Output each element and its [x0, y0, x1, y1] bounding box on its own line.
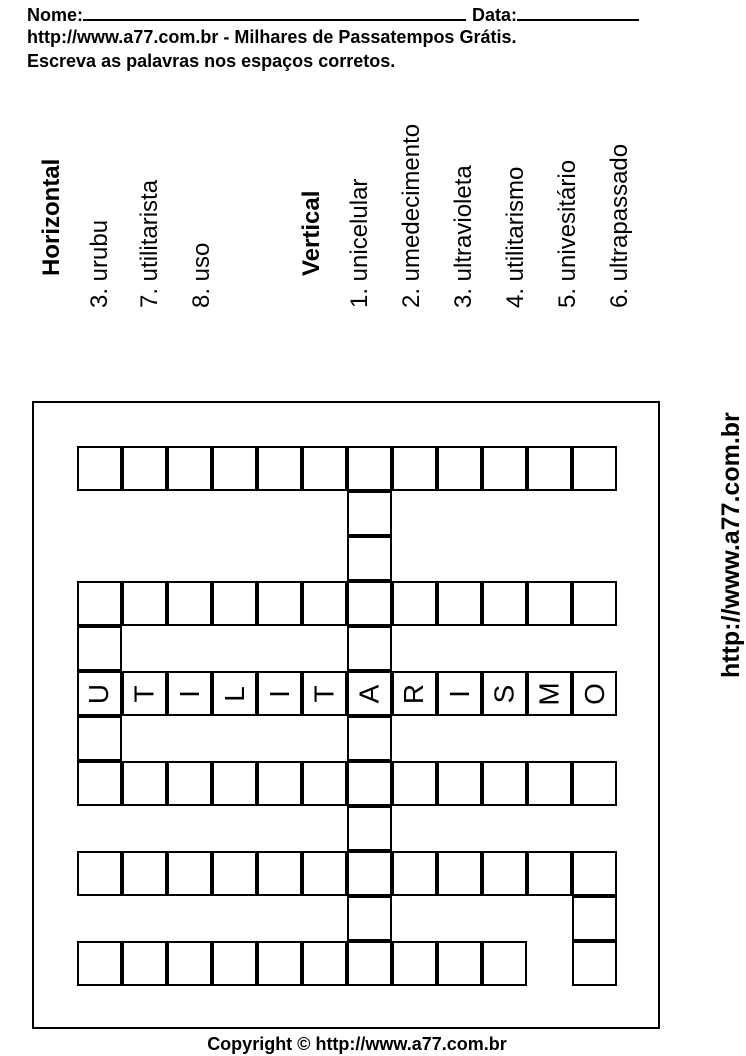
vertical-clue: 6. ultrapassado [606, 143, 633, 308]
cell-letter: R [398, 683, 430, 704]
cell-letter: T [128, 684, 160, 703]
grid-cell[interactable] [527, 581, 572, 626]
vertical-clue: 2. umedecimento [398, 123, 425, 308]
vertical-clue: 5. univesitário [554, 159, 581, 308]
grid-cell[interactable] [257, 446, 302, 491]
grid-cell[interactable] [77, 626, 122, 671]
vertical-clue: 3. ultravioleta [450, 165, 477, 308]
cell-letter: I [443, 689, 475, 698]
grid-cell[interactable] [212, 941, 257, 986]
grid-cell[interactable] [392, 851, 437, 896]
grid-cell[interactable] [257, 671, 302, 716]
grid-cell[interactable] [392, 446, 437, 491]
grid-cell[interactable] [302, 851, 347, 896]
grid-cell[interactable] [437, 851, 482, 896]
horizontal-title: Horizontal [38, 158, 65, 276]
grid-cell[interactable] [437, 581, 482, 626]
grid-cell[interactable] [122, 446, 167, 491]
grid-cell[interactable] [347, 716, 392, 761]
grid-cell[interactable] [167, 941, 212, 986]
grid-cell[interactable] [302, 671, 347, 716]
grid-cell[interactable] [572, 851, 617, 896]
grid-cell[interactable] [167, 761, 212, 806]
grid-cell[interactable] [212, 761, 257, 806]
site-line: http://www.a77.com.br - Milhares de Passatempos Grátis. [27, 27, 517, 47]
grid-cell[interactable] [77, 581, 122, 626]
grid-cell[interactable] [572, 581, 617, 626]
grid-cell[interactable] [77, 941, 122, 986]
vertical-title: Vertical [298, 190, 325, 276]
grid-cell[interactable] [212, 851, 257, 896]
grid-cell[interactable] [482, 761, 527, 806]
cell-letter: M [533, 681, 565, 706]
instruction: Escreva as palavras nos espaços corretos. [27, 51, 396, 71]
grid-cell[interactable] [257, 851, 302, 896]
grid-cell[interactable] [572, 761, 617, 806]
grid-cell[interactable] [347, 491, 392, 536]
grid-cell[interactable] [347, 761, 392, 806]
grid-cell[interactable] [347, 851, 392, 896]
grid-cell[interactable] [122, 671, 167, 716]
cell-letter: S [488, 684, 520, 703]
vertical-clue: 4. utilitarismo [502, 166, 529, 308]
horizontal-clue: 3. urubu [86, 219, 113, 308]
grid-cell[interactable] [77, 716, 122, 761]
cell-letter: O [578, 682, 610, 705]
cell-letter: I [263, 689, 295, 698]
grid-cell[interactable] [302, 581, 347, 626]
date-label: Data: [472, 5, 518, 25]
grid-cell[interactable] [122, 581, 167, 626]
side-site-link: http://www.a77.com.br [717, 412, 745, 678]
grid-cell[interactable] [482, 581, 527, 626]
grid-cell[interactable] [392, 671, 437, 716]
grid-cell[interactable] [212, 446, 257, 491]
grid-cell[interactable] [572, 941, 617, 986]
grid-cell[interactable] [347, 446, 392, 491]
grid-cell[interactable] [122, 851, 167, 896]
cell-letter: L [218, 685, 250, 702]
grid-cell[interactable] [482, 671, 527, 716]
grid-cell[interactable] [527, 446, 572, 491]
name-blank[interactable] [83, 3, 466, 21]
grid-cell[interactable] [212, 581, 257, 626]
horizontal-clue: 8. uso [188, 242, 215, 308]
grid-cell[interactable] [347, 626, 392, 671]
date-blank[interactable] [517, 3, 639, 21]
grid-cell[interactable] [437, 446, 482, 491]
name-date-line [27, 3, 639, 25]
grid-cell[interactable] [77, 446, 122, 491]
grid-cell[interactable] [527, 851, 572, 896]
grid-cell[interactable] [437, 671, 482, 716]
grid-cell[interactable] [572, 446, 617, 491]
cell-letter: T [308, 684, 340, 703]
grid-cell[interactable] [482, 851, 527, 896]
grid-cell[interactable] [392, 581, 437, 626]
grid-cell[interactable] [77, 671, 122, 716]
cell-letter: U [83, 683, 115, 704]
grid-cell[interactable] [437, 761, 482, 806]
grid-cell[interactable] [347, 941, 392, 986]
grid-cell[interactable] [527, 671, 572, 716]
grid-cell[interactable] [392, 761, 437, 806]
grid-cell[interactable] [257, 581, 302, 626]
grid-cell[interactable] [167, 581, 212, 626]
grid-cell[interactable] [437, 941, 482, 986]
grid-cell[interactable] [167, 851, 212, 896]
grid-cell[interactable] [527, 761, 572, 806]
grid-cell[interactable] [302, 761, 347, 806]
grid-cell[interactable] [347, 581, 392, 626]
grid-cell[interactable] [347, 896, 392, 941]
grid-cell[interactable] [347, 671, 392, 716]
name-label: Nome: [27, 5, 84, 25]
grid-cell[interactable] [212, 671, 257, 716]
grid-cell[interactable] [572, 896, 617, 941]
grid-cell[interactable] [482, 941, 527, 986]
horizontal-clue: 7. utilitarista [136, 179, 163, 308]
grid-cell[interactable] [347, 536, 392, 581]
grid-cell[interactable] [482, 446, 527, 491]
grid-cell[interactable] [167, 446, 212, 491]
grid-cell[interactable] [77, 761, 122, 806]
grid-cell[interactable] [77, 851, 122, 896]
cell-letter: I [173, 689, 205, 698]
cell-letter: A [353, 684, 385, 703]
grid-cell[interactable] [122, 941, 167, 986]
grid-cell[interactable] [302, 941, 347, 986]
vertical-clue: 1. unicelular [346, 178, 373, 308]
grid-cell[interactable] [257, 761, 302, 806]
grid-cell[interactable] [122, 761, 167, 806]
grid-cell[interactable] [572, 671, 617, 716]
grid-cell[interactable] [392, 941, 437, 986]
copyright: Copyright © http://www.a77.com.br [207, 1034, 507, 1054]
grid-cell[interactable] [167, 671, 212, 716]
grid-cell[interactable] [257, 941, 302, 986]
grid-cell[interactable] [302, 446, 347, 491]
grid-cell[interactable] [347, 806, 392, 851]
